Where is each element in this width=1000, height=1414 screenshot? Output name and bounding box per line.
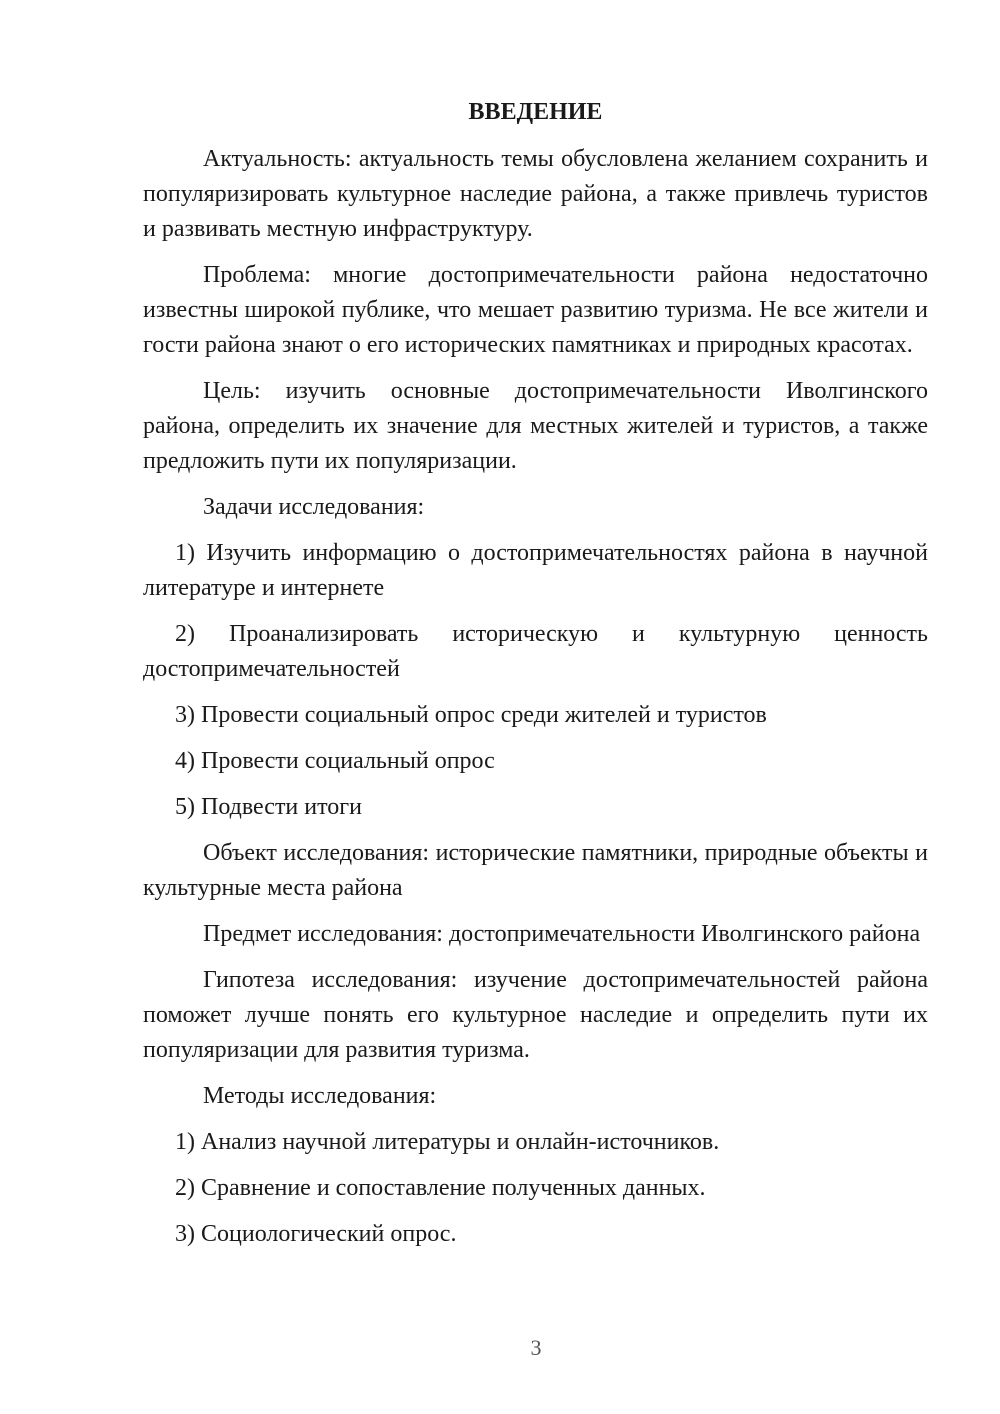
subject-paragraph: Предмет исследования: достопримечательности Иволгинского района (203, 921, 921, 947)
object-paragraph: Объект исследования: исторические памятники, природные объекты и культурные места района (143, 840, 928, 901)
methods-heading: Методы исследования: (203, 1083, 437, 1109)
task-item: 3) Провести социальный опрос среди жителей и туристов (175, 702, 767, 728)
task-item: 2) Проанализировать историческую и культурную ценность достопримечательностей (143, 621, 928, 682)
problem-paragraph: Проблема: многие достопримечательности района недостаточно известны широкой публике, что мешает развитию туризма. Не все жители и гости района знают о его исторических памятниках и природных красотах. (143, 262, 928, 358)
method-item: 2) Сравнение и сопоставление полученных данных. (175, 1175, 706, 1201)
relevance-paragraph: Актуальность: актуальность темы обусловлена желанием сохранить и популяризировать культурное наследие района, а также привлечь туристов и развивать местную инфраструктуру. (143, 146, 928, 242)
goal-paragraph: Цель: изучить основные достопримечательности Иволгинского района, определить их значение для местных жителей и туристов, а также предложить пути их популяризации. (143, 378, 928, 474)
task-item: 5) Подвести итоги (175, 794, 362, 820)
tasks-heading: Задачи исследования: (203, 494, 425, 520)
task-item: 1) Изучить информацию о достопримечательностях района в научной литературе и интернете (143, 540, 928, 601)
method-item: 3) Социологический опрос. (175, 1221, 457, 1247)
hypothesis-paragraph: Гипотеза исследования: изучение достопримечательностей района поможет лучше понять его культурное наследие и определить пути их популяризации для развития туризма. (143, 967, 928, 1063)
document-body (143, 142, 928, 1263)
method-item: 1) Анализ научной литературы и онлайн-источников. (175, 1129, 720, 1155)
page-title: ВВЕДЕНИЕ (468, 99, 603, 125)
task-item: 4) Провести социальный опрос (175, 748, 495, 774)
page-number: 3 (530, 1335, 542, 1360)
